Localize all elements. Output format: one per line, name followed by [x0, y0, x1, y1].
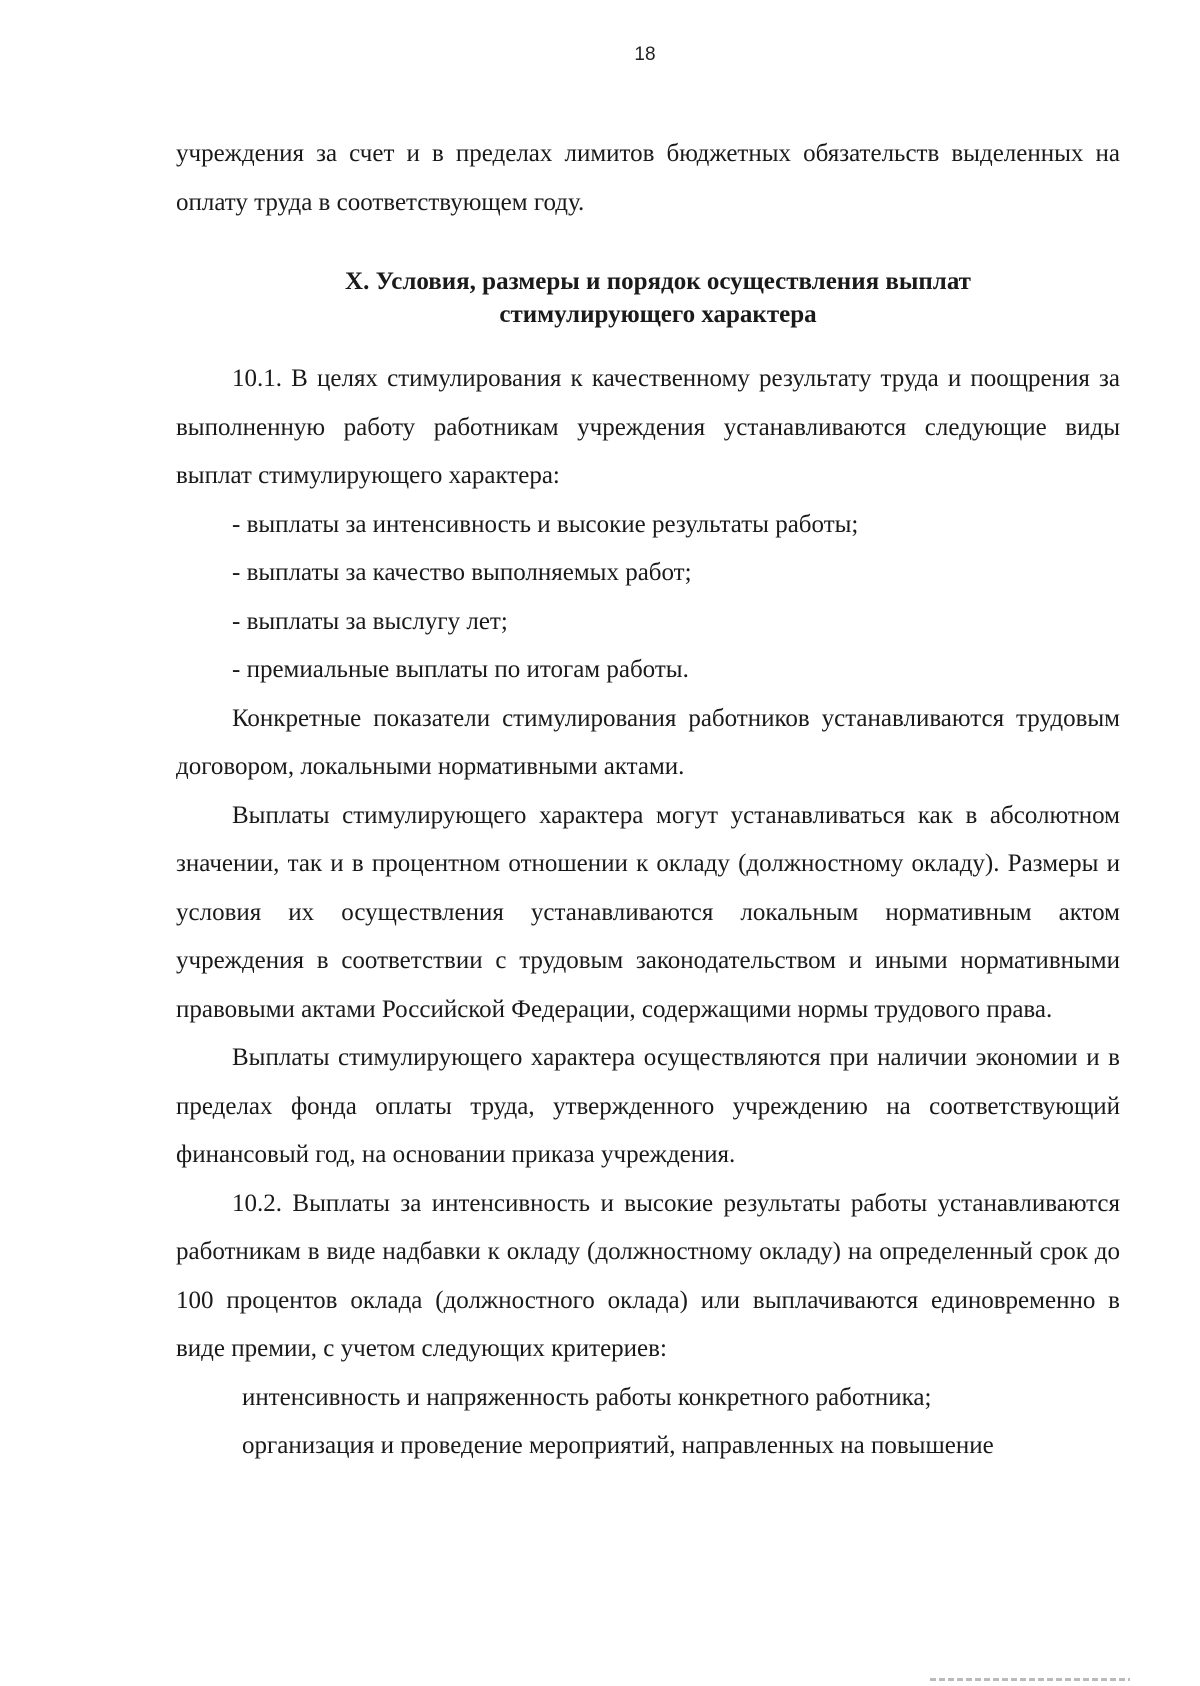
paragraph-10-1: 10.1. В целях стимулирования к качественному результату труда и поощрения за выполненную работу работникам учреждения устанавливаются следующие виды выплат стимулирующего характера: — [176, 365, 1120, 489]
list-item: - выплаты за выслугу лет; — [232, 607, 508, 635]
criterion-item: организация и проведение мероприятий, направленных на повышение — [242, 1432, 994, 1459]
paragraph-indicators: Конкретные показатели стимулирования работников устанавливаются трудовым договором, локальными нормативными актами. — [176, 704, 1120, 780]
document-body — [176, 130, 1120, 1471]
paragraph-10-2: 10.2. Выплаты за интенсивность и высокие результаты работы устанавливаются работникам в виде надбавки к окладу (должностному окладу) на определенный срок до 100 процентов оклада (должностного оклада) или выплачиваются единовременно в виде премии, с учетом следующих критериев: — [176, 1189, 1120, 1362]
criterion-item: интенсивность и напряженность работы конкретного работника; — [242, 1383, 932, 1411]
paragraph-payments-made: Выплаты стимулирующего характера осуществляются при наличии экономии и в пределах фонда оплаты труда, утвержденного учреждению на соответствующий финансовый год, на основании приказа учреждения. — [176, 1044, 1120, 1168]
section-heading-line1: X. Условия, размеры и порядок осуществления выплат — [345, 268, 971, 295]
list-item: - выплаты за интенсивность и высокие результаты работы; — [232, 510, 859, 538]
list-item: - премиальные выплаты по итогам работы. — [232, 656, 689, 683]
section-heading-line2: стимулирующего характера — [499, 301, 817, 328]
section-heading — [176, 265, 1120, 331]
list-item: - выплаты за качество выполняемых работ; — [232, 559, 692, 586]
continuation-paragraph: учреждения за счет и в пределах лимитов бюджетных обязательств выделенных на оплату труда в соответствующем году. — [176, 140, 1120, 216]
scan-artifact — [930, 1678, 1130, 1681]
paragraph-payments-established: Выплаты стимулирующего характера могут устанавливаться как в абсолютном значении, так и в процентном отношении к окладу (должностному окладу). Размеры и условия их осуществления устанавливаются локальным нормативным актом учреждения в соответствии с трудовым законодательством и иными нормативными правовыми актами Российской Федерации, содержащими нормы трудового права. — [176, 801, 1120, 1023]
page-number: 18 — [634, 44, 656, 65]
